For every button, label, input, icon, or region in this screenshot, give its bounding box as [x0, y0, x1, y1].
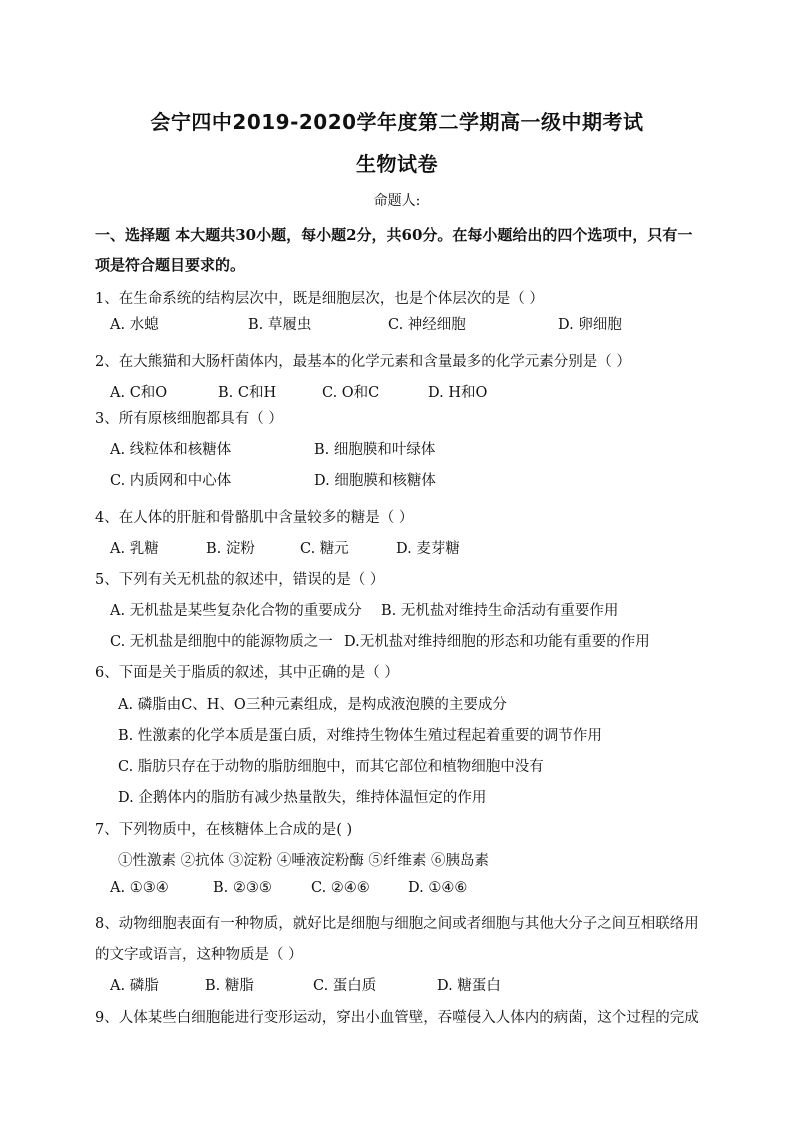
section-line-2: 项是符合题目要求的。 — [95, 256, 246, 274]
q7-items: ①性激素 ②抗体 ③淀粉 ④唾液淀粉酶 ⑤纤维素 ⑥胰岛素 — [118, 853, 490, 869]
q2-option-b: B. C和H — [218, 385, 277, 401]
question-2-stem: 2、在大熊猫和大肠杆菌体内，最基本的化学元素和含量最多的化学元素分别是（ ） — [95, 354, 631, 370]
q3-option-d: D. 细胞膜和核糖体 — [314, 473, 436, 489]
q8-option-d: D. 糖蛋白 — [437, 978, 501, 994]
section-line-1: 一、选择题 本大题共30小题，每小题2分，共60分。在每小题给出的四个选项中，只有一 — [95, 226, 693, 244]
author-label: 命题人: — [373, 193, 421, 209]
q2-option-a: A. C和O — [110, 385, 168, 401]
question-7-stem: 7、下列物质中，在核糖体上合成的是( ) — [95, 822, 353, 838]
q8-option-b: B. 糖脂 — [205, 978, 254, 994]
question-8-stem: 8、动物细胞表面有一种物质，就好比是细胞与细胞之间或者细胞与其他大分子之间互相联络用 — [95, 916, 699, 932]
q4-option-b: B. 淀粉 — [206, 541, 255, 557]
q5-option-c: C. 无机盐是细胞中的能源物质之一 — [110, 634, 333, 650]
q7-option-c: C. ②④⑥ — [311, 880, 370, 896]
q5-option-a: A. 无机盐是某些复杂化合物的重要成分 — [110, 603, 362, 619]
q4-option-d: D. 麦芽糖 — [396, 541, 460, 557]
q6-option-c: C. 脂肪只存在于动物的脂肪细胞中，而其它部位和植物细胞中没有 — [118, 759, 544, 775]
question-5-stem: 5、下列有关无机盐的叙述中，错误的是（ ） — [95, 572, 385, 588]
q7-option-b: B. ②③⑤ — [213, 880, 272, 896]
q8-option-c: C. 蛋白质 — [313, 978, 377, 994]
q1-option-a: A. 水螅 — [110, 317, 159, 333]
q1-option-c: C. 神经细胞 — [388, 317, 466, 333]
q6-option-d: D. 企鹅体内的脂肪有减少热量散失，维持体温恒定的作用 — [118, 790, 487, 806]
question-1-stem: 1、在生命系统的结构层次中，既是细胞层次，也是个体层次的是（ ） — [95, 291, 544, 307]
q8-option-a: A. 磷脂 — [110, 978, 159, 994]
section-instructions — [95, 220, 705, 280]
question-6-stem: 6、下面是关于脂质的叙述，其中正确的是（ ） — [95, 665, 399, 681]
q3-option-c: C. 内质网和中心体 — [110, 473, 232, 489]
question-4-stem: 4、在人体的肝脏和骨骼肌中含量较多的糖是（ ） — [95, 510, 414, 526]
question-9-stem: 9、人体某些白细胞能进行变形运动，穿出小血管壁，吞噬侵入人体内的病菌，这个过程的完成 — [95, 1010, 699, 1026]
q2-option-c: C. O和C — [322, 385, 380, 401]
exam-title: 会宁四中2019-2020学年度第二学期高一级中期考试 — [150, 110, 644, 134]
q1-option-b: B. 草履虫 — [248, 317, 312, 333]
q5-option-d: D.无机盐对维持细胞的形态和功能有重要的作用 — [344, 634, 650, 650]
q2-option-d: D. H和O — [428, 385, 488, 401]
q1-option-d: D. 卵细胞 — [558, 317, 622, 333]
question-8-stem-cont: 的文字或语言，这种物质是（ ） — [95, 947, 303, 963]
q6-option-a: A. 磷脂由C、H、O三种元素组成，是构成液泡膜的主要成分 — [118, 697, 507, 713]
q3-option-a: A. 线粒体和核糖体 — [110, 442, 232, 458]
q4-option-c: C. 糖元 — [300, 541, 349, 557]
q7-option-a: A. ①③④ — [110, 880, 169, 896]
q4-option-a: A. 乳糖 — [110, 541, 159, 557]
q6-option-b: B. 性激素的化学本质是蛋白质，对维持生物体生殖过程起着重要的调节作用 — [118, 728, 602, 744]
question-3-stem: 3、所有原核细胞都具有（ ） — [95, 411, 283, 427]
q3-option-b: B. 细胞膜和叶绿体 — [314, 442, 436, 458]
q5-option-b: B. 无机盐对维持生命活动有重要作用 — [381, 603, 619, 619]
exam-subtitle: 生物试卷 — [356, 152, 438, 176]
q7-option-d: D. ①④⑥ — [408, 880, 468, 896]
